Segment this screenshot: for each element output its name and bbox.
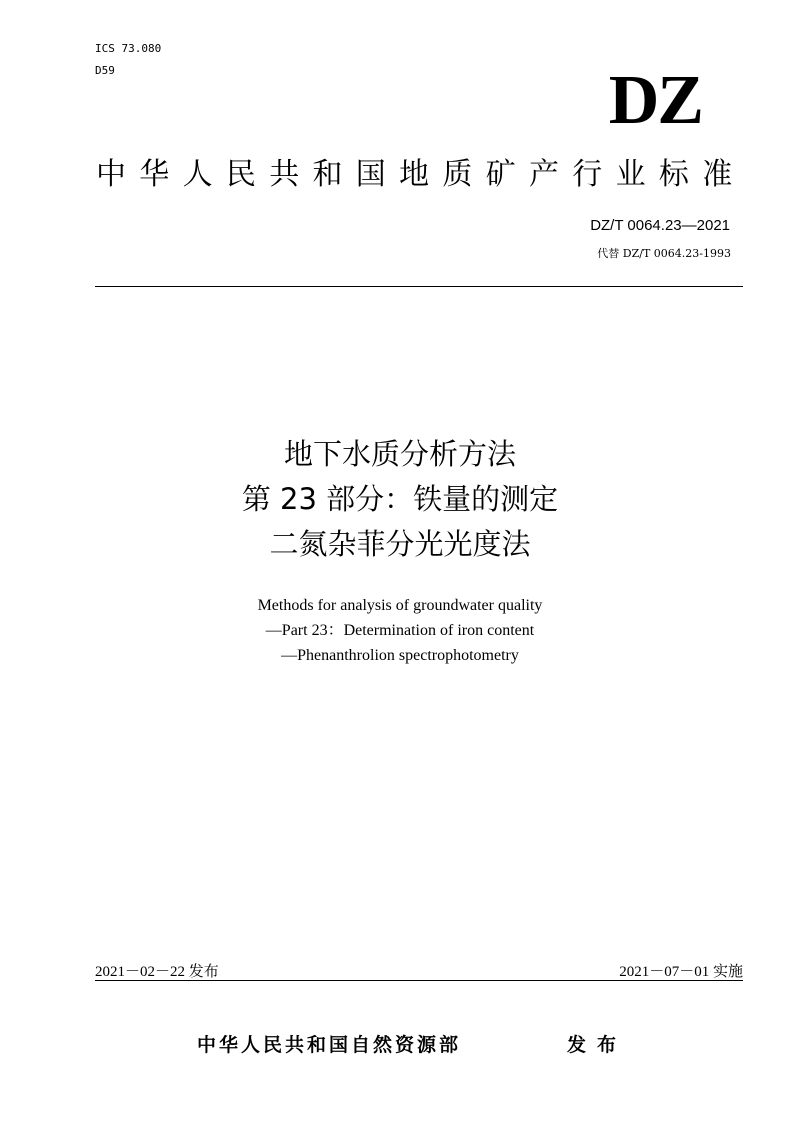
chinese-title — [0, 432, 800, 567]
chinese-title-line-3: 二氮杂菲分光光度法 — [269, 527, 531, 561]
standard-number: DZ/T 0064.23—2021 — [590, 217, 730, 234]
header-divider — [95, 286, 743, 287]
english-title-line-3: —Phenanthrolion spectrophotometry — [281, 647, 519, 664]
footer-divider — [95, 980, 743, 981]
ccs-code: D59 — [95, 64, 115, 77]
implementation-date: 2021－07－01 实施 — [619, 964, 743, 980]
standard-type-title: 中华人民共和国地质矿产行业标准 — [96, 157, 746, 192]
ics-code: ICS 73.080 — [95, 42, 162, 55]
english-title — [0, 593, 800, 668]
publish-label: 发布 — [567, 1034, 628, 1056]
issuing-authority: 中华人民共和国自然资源部 — [197, 1034, 462, 1056]
english-title-line-2: —Part 23：Determination of iron content — [265, 622, 535, 639]
issue-date: 2021－02－22 发布 — [95, 964, 219, 980]
chinese-title-line-1: 地下水质分析方法 — [283, 437, 516, 471]
dz-logo: DZ — [608, 62, 702, 139]
chinese-title-line-2: 第 23 部分：铁量的测定 — [241, 482, 559, 516]
english-title-line-1: Methods for analysis of groundwater quality — [257, 597, 543, 614]
replaces-standard: 代替 DZ/T 0064.23-1993 — [597, 247, 731, 260]
